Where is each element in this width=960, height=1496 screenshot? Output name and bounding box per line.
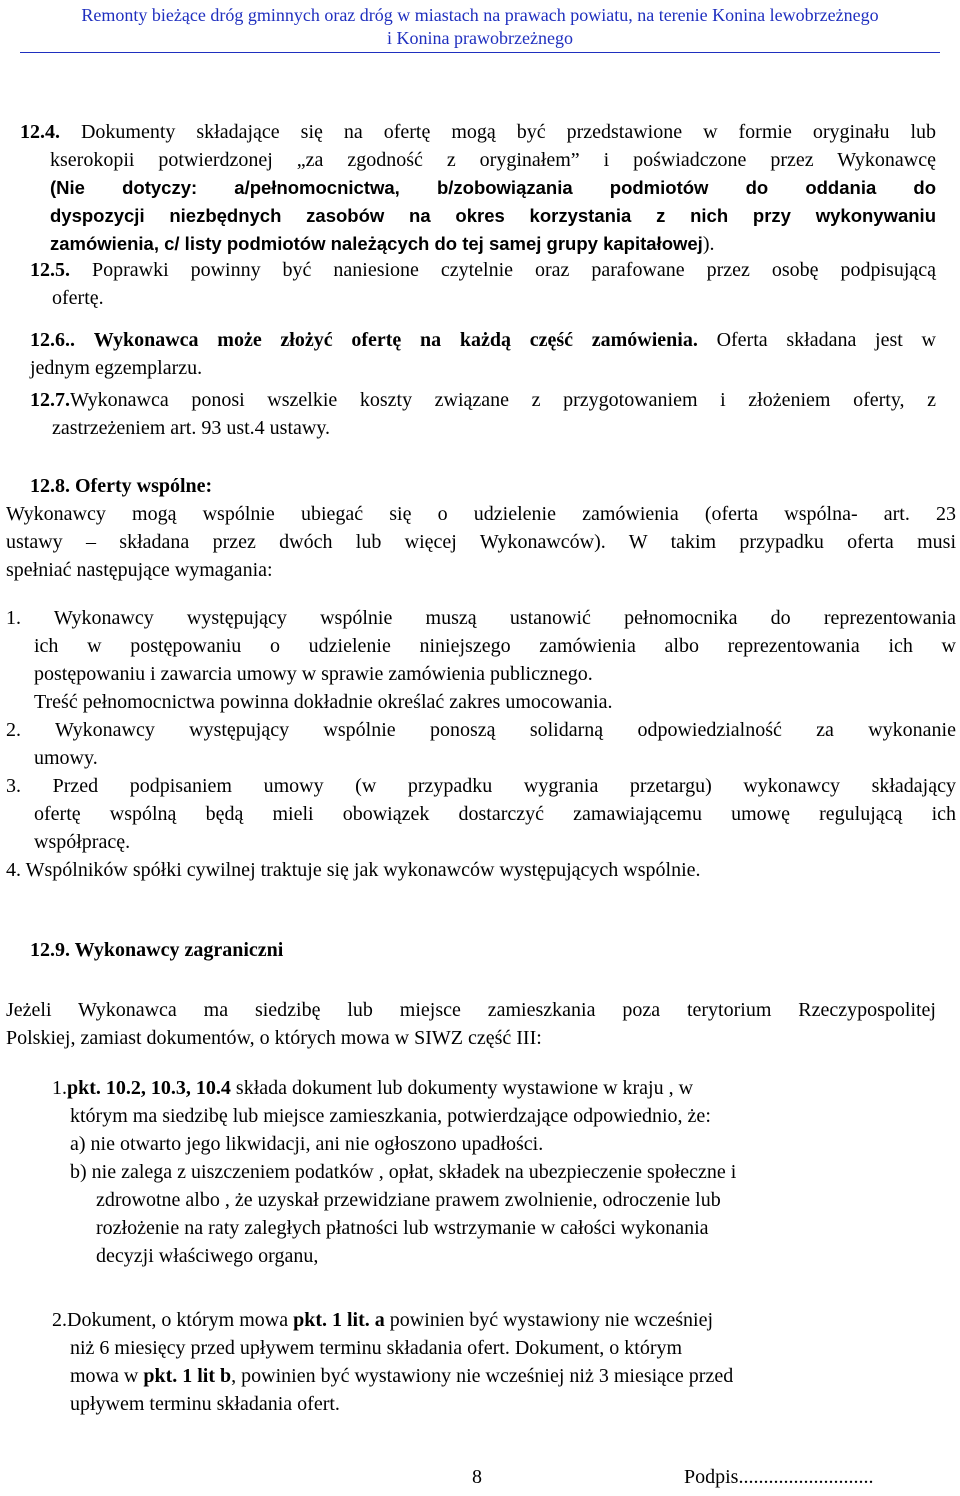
s128-item-4: 4. Wspólników spółki cywilnej traktuje się jak wykonawców występujących wspólnie. xyxy=(6,859,701,881)
page-number: 8 xyxy=(472,1466,482,1488)
s129-item-2: 2.Dokument, o którym mowa pkt. 1 lit. a powinien być wystawiony nie wcześniej niż 6 miesięcy przed upływem terminu składania ofert. Dokument, o którym mowa w pkt. 1 lit b, powinien być wystawiony nie wcześniej niż 3 miesiące przed upływem terminu składania ofert. xyxy=(52,1309,734,1415)
section-12-8 xyxy=(6,472,956,884)
s128-heading: 12.8. Oferty wspólne: xyxy=(30,475,213,497)
s124-line-1: 12.4. Dokumenty składające się na ofertę mogą być przedstawione w formie oryginału lub xyxy=(20,121,937,143)
s129-para-line-2: Polskiej, zamiast dokumentów, o których mowa w SIWZ część III: xyxy=(6,1027,542,1049)
s129-sub-b-line-1: b) nie zalega z uiszczeniem podatków , opłat, składek na ubezpieczenie społeczne i xyxy=(70,1161,737,1183)
s124-line-2: kserokopii potwierdzonej „za zgodność z oryginałem” i poświadczone przez Wykonawcę xyxy=(50,149,936,171)
s129-item-1: 1.pkt. 10.2, 10.3, 10.4 składa dokument lub dokumenty wystawione w kraju , w którym ma siedzibę lub miejsce zamieszkania, potwierdzające odpowiednio, że: a) nie otwarto jego likwidacji, ani nie ogłoszono upadłości. b) nie zalega z uiszczeniem podatków , opłat, składek na ubezpieczenie społeczne i zdrowotne albo , że uzyskał przewidziane prawem zwolnienie, odroczenie lub rozłożenie na raty zaległych płatności lub wstrzymanie w całości wykonania decyzji właściwego organu, 2.Dokument, o którym mowa pkt. 1 lit. a powinien być wystawiony nie wcześniej niż 6 miesięcy przed upływem terminu składania ofert. Dokument, o którym mowa w pkt. 1 lit b, powinien być wystawiony nie wcześniej niż 3 miesiące przed upływem terminu składania ofert. xyxy=(6,1074,936,1418)
header-line-2: i Konina prawobrzeżnego xyxy=(387,28,573,48)
s128-para-line-2: ustawy – składana przez dwóch lub więcej Wykonawców). W takim przypadku oferta musi xyxy=(6,531,956,553)
section-12-5 xyxy=(30,256,936,312)
signature-line: Podpis........................... xyxy=(684,1466,874,1488)
s129-sub-a: a) nie otwarto jego likwidacji, ani nie ogłoszono upadłości. xyxy=(70,1133,544,1155)
s128-item-3: 3. Przed podpisaniem umowy (w przypadku wygrania przetargu) wykonawcy składający ofertę wspólną będą mieli obowiązek dostarczyć zamawiającemu umowę regulującą ich współpracę. xyxy=(6,775,956,853)
s124-line-5: zamówienia, c/ listy podmiotów należących do tej samej grupy kapitałowej). xyxy=(50,233,715,255)
section-12-4 xyxy=(20,118,936,258)
s127-line-1: 12.7.Wykonawca ponosi wszelkie koszty związane z przygotowaniem i złożeniem oferty, z xyxy=(30,389,936,411)
s126-line-2: jednym egzemplarzu. xyxy=(30,357,203,379)
s128-para-line-3: spełniać następujące wymagania: xyxy=(6,559,273,581)
header-text xyxy=(0,4,960,50)
header-line-1: Remonty bieżące dróg gminnych oraz dróg w miastach na prawach powiatu, na terenie Konina lewobrzeżnego xyxy=(81,5,879,25)
section-12-6 xyxy=(30,326,936,382)
s125-line-2: ofertę. xyxy=(52,287,104,309)
s128-para-line-1: Wykonawcy mogą wspólnie ubiegać się o udzielenie zamówienia (oferta wspólna- art. 23 xyxy=(6,503,956,525)
section-12-7 xyxy=(30,386,936,442)
s129-para-line-1: Jeżeli Wykonawca ma siedzibę lub miejsce zamieszkania poza terytorium Rzeczypospolitej xyxy=(6,999,936,1021)
s128-item-2: 2. Wykonawcy występujący wspólnie ponoszą solidarną odpowiedzialność za wykonanie umowy. xyxy=(6,719,956,769)
s128-item-1: 1. Wykonawcy występujący wspólnie muszą ustanowić pełnomocnika do reprezentowania ich w postępowaniu o udzielenie niniejszego zamówienia albo reprezentowania ich w postępowaniu i zawarcia umowy w sprawie zamówienia publicznego. Treść pełnomocnictwa powinna dokładnie określać zakres umocowania. xyxy=(6,607,956,713)
s124-line-4: dyspozycji niezbędnych zasobów na okres korzystania z nich przy wykonywaniu xyxy=(50,205,936,226)
header-divider xyxy=(20,52,940,53)
s125-line-1: 12.5. Poprawki powinny być naniesione czytelnie oraz parafowane przez osobę podpisującą xyxy=(30,259,937,281)
s127-line-2: zastrzeżeniem art. 93 ust.4 ustawy. xyxy=(52,417,331,439)
s124-line-3: (Nie dotyczy: a/pełnomocnictwa, b/zobowiązania podmiotów do oddania do xyxy=(50,177,936,198)
section-12-9 xyxy=(6,936,936,1418)
s126-line-1: 12.6.. Wykonawca może złożyć ofertę na każdą część zamówienia. Oferta składana jest w xyxy=(30,329,937,351)
s129-heading: 12.9. Wykonawcy zagraniczni xyxy=(30,939,284,961)
